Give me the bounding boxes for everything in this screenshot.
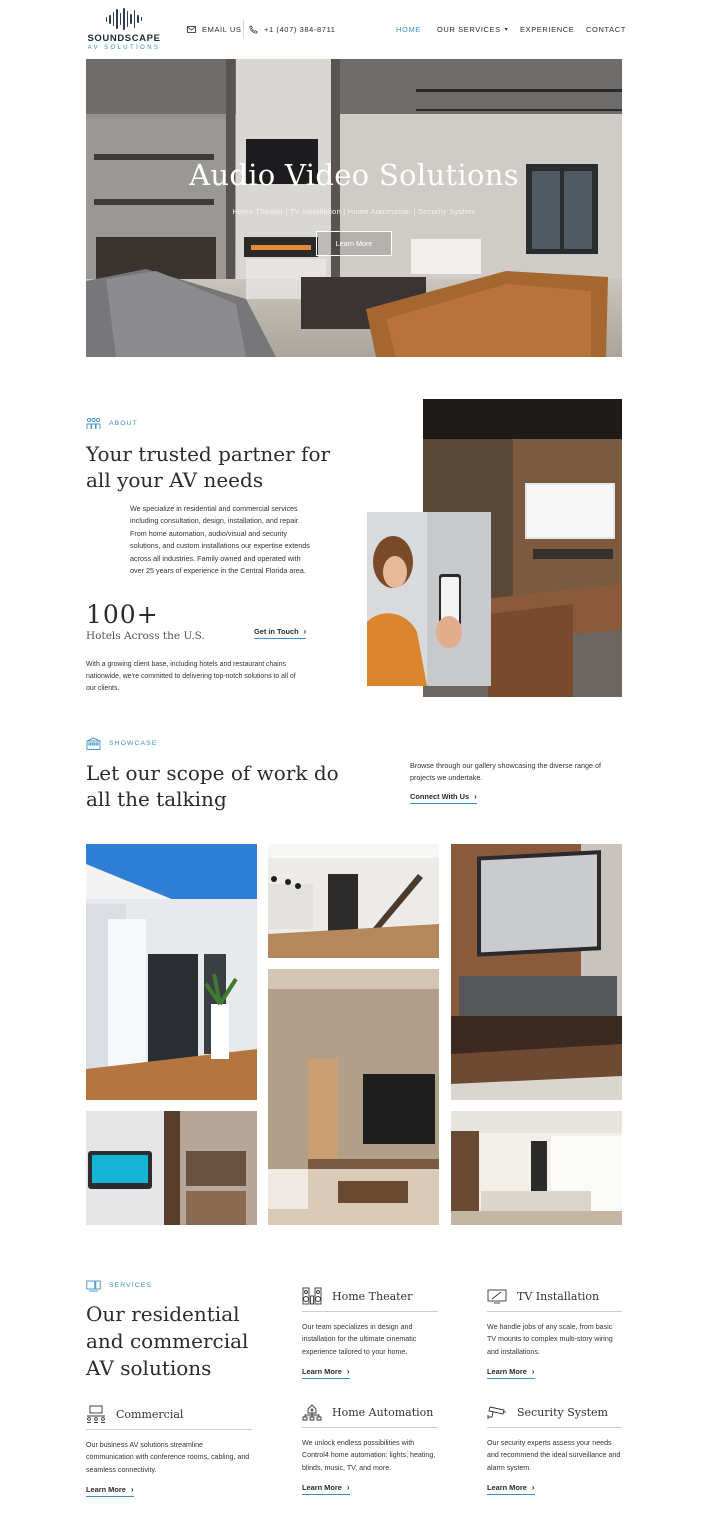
about-body: We specialize in residential and commercial services including consultation, design, installation, and repair. From home automation, audio/visual and security solutions, and custom installations our expertise extends across all industries. Family owned and operated with over 25 years of experience in the Central Florida area. bbox=[130, 504, 310, 576]
commercial-learn-more-link[interactable] bbox=[86, 1485, 134, 1497]
service-title-commercial-label: Commercial bbox=[116, 1407, 184, 1421]
chevron-right-icon: › bbox=[130, 1485, 134, 1495]
nav-our-services[interactable] bbox=[437, 22, 508, 36]
nav-contact[interactable]: CONTACT bbox=[586, 24, 626, 34]
services-eyebrow-label: SERVICES bbox=[109, 1282, 153, 1289]
home-automation-learn-more-label: Learn More bbox=[302, 1483, 342, 1493]
building-icon bbox=[86, 737, 101, 750]
screen-icon bbox=[86, 1279, 101, 1292]
service-card-security-system bbox=[487, 1403, 622, 1495]
camera-icon bbox=[487, 1403, 507, 1421]
hero-learn-more-button[interactable]: Learn More bbox=[316, 231, 392, 256]
service-text-home-automation: We unlock endless possibilities with Control4 home automation: lights, heating, blinds, music, TV, and more. bbox=[302, 1439, 436, 1472]
service-divider bbox=[302, 1427, 438, 1428]
service-title-home-automation-label: Home Automation bbox=[332, 1405, 434, 1419]
chevron-right-icon: › bbox=[346, 1483, 350, 1493]
gallery-image-bright-lounge[interactable] bbox=[451, 1111, 622, 1225]
gallery-image-kitchen-stairs[interactable] bbox=[268, 844, 439, 958]
service-title-home-theater-label: Home Theater bbox=[332, 1289, 413, 1303]
get-in-touch-label: Get in Touch bbox=[254, 627, 299, 636]
security-system-learn-more-label: Learn More bbox=[487, 1483, 527, 1493]
chevron-right-icon: › bbox=[303, 627, 307, 636]
conference-icon bbox=[86, 1405, 106, 1423]
phone-label: +1 (407) 384-8711 bbox=[264, 24, 336, 34]
brand-tagline: AV SOLUTIONS bbox=[87, 45, 161, 51]
showcase-eyebrow-label: SHOWCASE bbox=[109, 740, 158, 747]
about-stat-label: Hotels Across the U.S. bbox=[86, 630, 205, 642]
security-system-learn-more-link[interactable] bbox=[487, 1483, 535, 1495]
phone-link[interactable] bbox=[249, 22, 336, 36]
gallery-image-living-room[interactable] bbox=[268, 969, 439, 1225]
showcase-heading-line1: Let our scope of work do bbox=[86, 761, 339, 785]
woman-with-phone-photo bbox=[367, 512, 491, 686]
smart-home-icon bbox=[302, 1403, 322, 1421]
showcase-heading-line2: all the talking bbox=[86, 787, 227, 811]
services-heading bbox=[86, 1301, 276, 1382]
about-heading bbox=[86, 441, 346, 493]
service-title-security-system-label: Security System bbox=[517, 1405, 608, 1419]
nav-home[interactable]: HOME bbox=[396, 24, 421, 34]
hero-subtitle: Home Theater | TV Installation | Home Automation | Security System bbox=[232, 207, 476, 216]
service-card-tv-installation bbox=[487, 1287, 622, 1379]
service-title-security-system bbox=[487, 1403, 622, 1421]
gallery-image-control-panel[interactable] bbox=[86, 1111, 257, 1225]
hero-title: Audio Video Solutions bbox=[189, 158, 519, 192]
showcase-body: Browse through our gallery showcasing the diverse range of projects we undertake. bbox=[410, 761, 601, 783]
service-title-tv-installation bbox=[487, 1287, 622, 1305]
service-card-home-theater bbox=[302, 1287, 438, 1379]
home-theater-learn-more-label: Learn More bbox=[302, 1367, 342, 1377]
connect-with-us-label: Connect With Us bbox=[410, 792, 470, 801]
chevron-right-icon: › bbox=[531, 1483, 535, 1493]
email-label: EMAIL US bbox=[202, 24, 242, 34]
chevron-right-icon: › bbox=[474, 792, 477, 801]
speaker-icon bbox=[302, 1287, 322, 1305]
email-link[interactable] bbox=[187, 22, 242, 36]
about-eyebrow bbox=[86, 417, 138, 430]
soundwave-icon bbox=[106, 8, 142, 30]
about-stat-value: 100+ bbox=[86, 600, 159, 629]
service-divider bbox=[487, 1427, 622, 1428]
chevron-down-icon: ▾ bbox=[504, 26, 509, 33]
showcase-heading bbox=[86, 760, 386, 812]
service-title-tv-installation-label: TV Installation bbox=[517, 1289, 600, 1303]
connect-with-us-link[interactable] bbox=[410, 792, 477, 804]
envelope-icon bbox=[187, 25, 196, 34]
services-heading-line1: Our residential bbox=[86, 1302, 240, 1326]
service-card-commercial bbox=[86, 1405, 252, 1497]
tv-installation-learn-more-label: Learn More bbox=[487, 1367, 527, 1377]
commercial-learn-more-label: Learn More bbox=[86, 1485, 126, 1495]
service-title-home-theater bbox=[302, 1287, 438, 1305]
about-heading-line2: all your AV needs bbox=[86, 468, 264, 492]
services-heading-line3: AV solutions bbox=[86, 1356, 212, 1380]
brand-logo[interactable] bbox=[86, 6, 162, 54]
showcase-eyebrow bbox=[86, 737, 157, 750]
gallery-image-tv-wall[interactable] bbox=[451, 844, 622, 1100]
service-text-tv-installation: We handle jobs of any scale, from basic TV mounts to complex multi-story wiring and installations. bbox=[487, 1323, 613, 1356]
service-title-commercial bbox=[86, 1405, 252, 1423]
home-automation-learn-more-link[interactable] bbox=[302, 1483, 350, 1495]
tv-icon bbox=[487, 1287, 507, 1305]
gallery-image-exterior[interactable] bbox=[86, 844, 257, 1100]
services-heading-line2: and commercial bbox=[86, 1329, 249, 1353]
home-theater-learn-more-link[interactable] bbox=[302, 1367, 350, 1379]
services-eyebrow bbox=[86, 1279, 152, 1292]
chevron-right-icon: › bbox=[531, 1367, 535, 1377]
service-text-security-system: Our security experts assess your needs and recommend the ideal surveillance and alarm system. bbox=[487, 1439, 621, 1472]
brand-name: SOUNDSCAPE bbox=[87, 33, 161, 44]
chevron-right-icon: › bbox=[346, 1367, 350, 1377]
service-text-commercial: Our business AV solutions streamline communication with conference rooms, cabling, and seamless connectivity. bbox=[86, 1441, 250, 1474]
header-divider bbox=[243, 20, 244, 38]
service-card-home-automation bbox=[302, 1403, 438, 1495]
team-icon bbox=[86, 417, 101, 430]
phone-icon bbox=[249, 25, 258, 34]
about-heading-line1: Your trusted partner for bbox=[86, 442, 331, 466]
about-eyebrow-label: ABOUT bbox=[109, 420, 138, 427]
nav-our-services-label: OUR SERVICES bbox=[437, 24, 501, 34]
service-divider bbox=[86, 1429, 252, 1430]
service-text-home-theater: Our team specializes in design and installation for the ultimate cinematic experience tailored to your home. bbox=[302, 1323, 417, 1356]
get-in-touch-link[interactable] bbox=[254, 627, 306, 639]
service-title-home-automation bbox=[302, 1403, 438, 1421]
nav-experience[interactable]: EXPERIENCE bbox=[520, 24, 575, 34]
about-footnote: With a growing client base, including hotels and restaurant chains nationwide, we're committed to delivering top-notch solutions to all of our clients. bbox=[86, 661, 296, 692]
service-divider bbox=[487, 1311, 622, 1312]
service-divider bbox=[302, 1311, 438, 1312]
tv-installation-learn-more-link[interactable] bbox=[487, 1367, 535, 1379]
